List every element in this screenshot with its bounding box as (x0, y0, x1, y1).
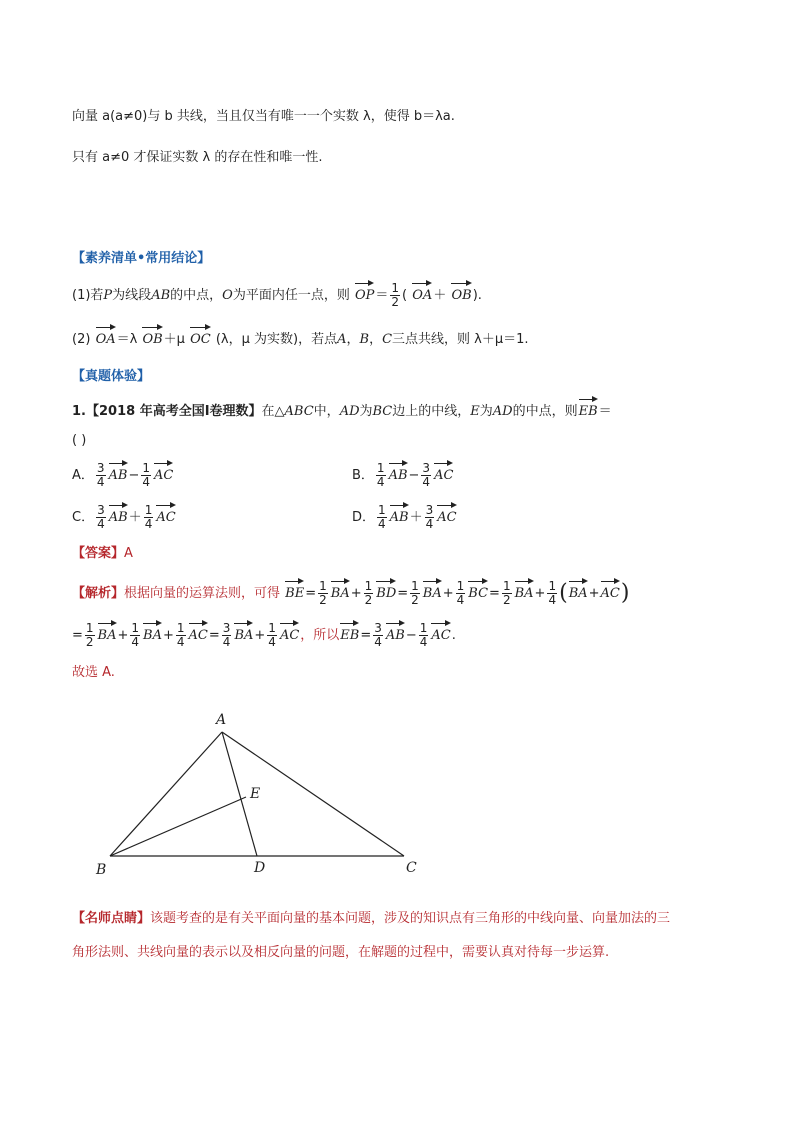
option-a: A． $\frac{3}{4}$ AB− $\frac{1}{4}$ AC (72, 461, 174, 489)
edge-ab (110, 732, 222, 856)
answer: 【答案】A (72, 546, 133, 561)
option-c: C． $\frac{3}{4}$ AB＋ $\frac{1}{4}$ AC (72, 503, 176, 531)
question-1: 1.【2018 年高考全国Ⅰ卷理数】在△ABC中，AD为BC边上的中线，E为AD的中点，则EB＝ (72, 398, 612, 423)
triangle-figure (80, 700, 440, 885)
option-d: D． $\frac{1}{4}$ AB＋ $\frac{3}{4}$ AC (352, 503, 457, 531)
label-a: A (216, 712, 227, 728)
question-blank: ( ) (72, 433, 87, 448)
conclusion-1: (1)若P为线段AB的中点，O为平面内任一点，则 OP＝ $\frac{1}{2}$ ( OA＋ OB). (72, 281, 482, 309)
label-d: D (254, 860, 266, 876)
option-b: B． $\frac{1}{4}$ AB− $\frac{3}{4}$ AC (352, 461, 454, 489)
analysis-line-2: = $\frac{1}{2}$ BA+ $\frac{1}{4}$ BA+ $\frac{1}{4}$ AC= $\frac{3}{4}$ BA+ $\frac{1}{4}$ AC，所以EB= $\frac{3}{4}$ AB− $\frac{1}{4}$ AC. (72, 621, 456, 649)
fraction-half: $\frac{1}{2}$ (391, 281, 400, 309)
vector-oa: OA (412, 282, 432, 307)
comment-line-2: 角形法则、共线向量的表示以及相反向量的问题，在解题的过程中，需要认真对待每一步运算. (72, 945, 610, 960)
vector-eb: EB (579, 398, 598, 423)
label-c: C (406, 860, 417, 876)
analysis-conclusion: 故选 A. (72, 665, 115, 680)
intro-line-2: 只有 a≠0 才保证实数 λ 的存在性和唯一性. (72, 150, 323, 165)
conclusions-heading: 【素养清单•常用结论】 (72, 251, 211, 266)
segment-be (110, 797, 246, 856)
analysis-line-1: 【解析】根据向量的运算法则，可得 BE= $\frac{1}{2}$ BA+ $\frac{1}{2}$ BD= $\frac{1}{2}$ BA+ $\frac{1}{4}$ BC= $\frac{1}{2}$ BA+ $\frac{1}{4}$ (BA+AC) (72, 579, 630, 607)
intro-line-1: 向量 a(a≠0)与 b 共线，当且仅当有唯一一个实数 λ，使得 b＝λa. (72, 109, 455, 124)
label-b: B (96, 862, 107, 878)
vector-ob: OB (451, 282, 471, 307)
comment-line-1: 【名师点睛】该题考查的是有关平面向量的基本问题，涉及的知识点有三角形的中线向量、向量加法的三 (72, 911, 671, 926)
vector-op: OP (355, 282, 374, 307)
practice-heading: 【真题体验】 (72, 369, 151, 384)
conclusion-2: (2) OA＝λ OB＋μ OC (λ，μ 为实数)，若点A，B，C三点共线，则 λ＋μ＝1. (72, 326, 529, 351)
label-e: E (250, 786, 261, 802)
